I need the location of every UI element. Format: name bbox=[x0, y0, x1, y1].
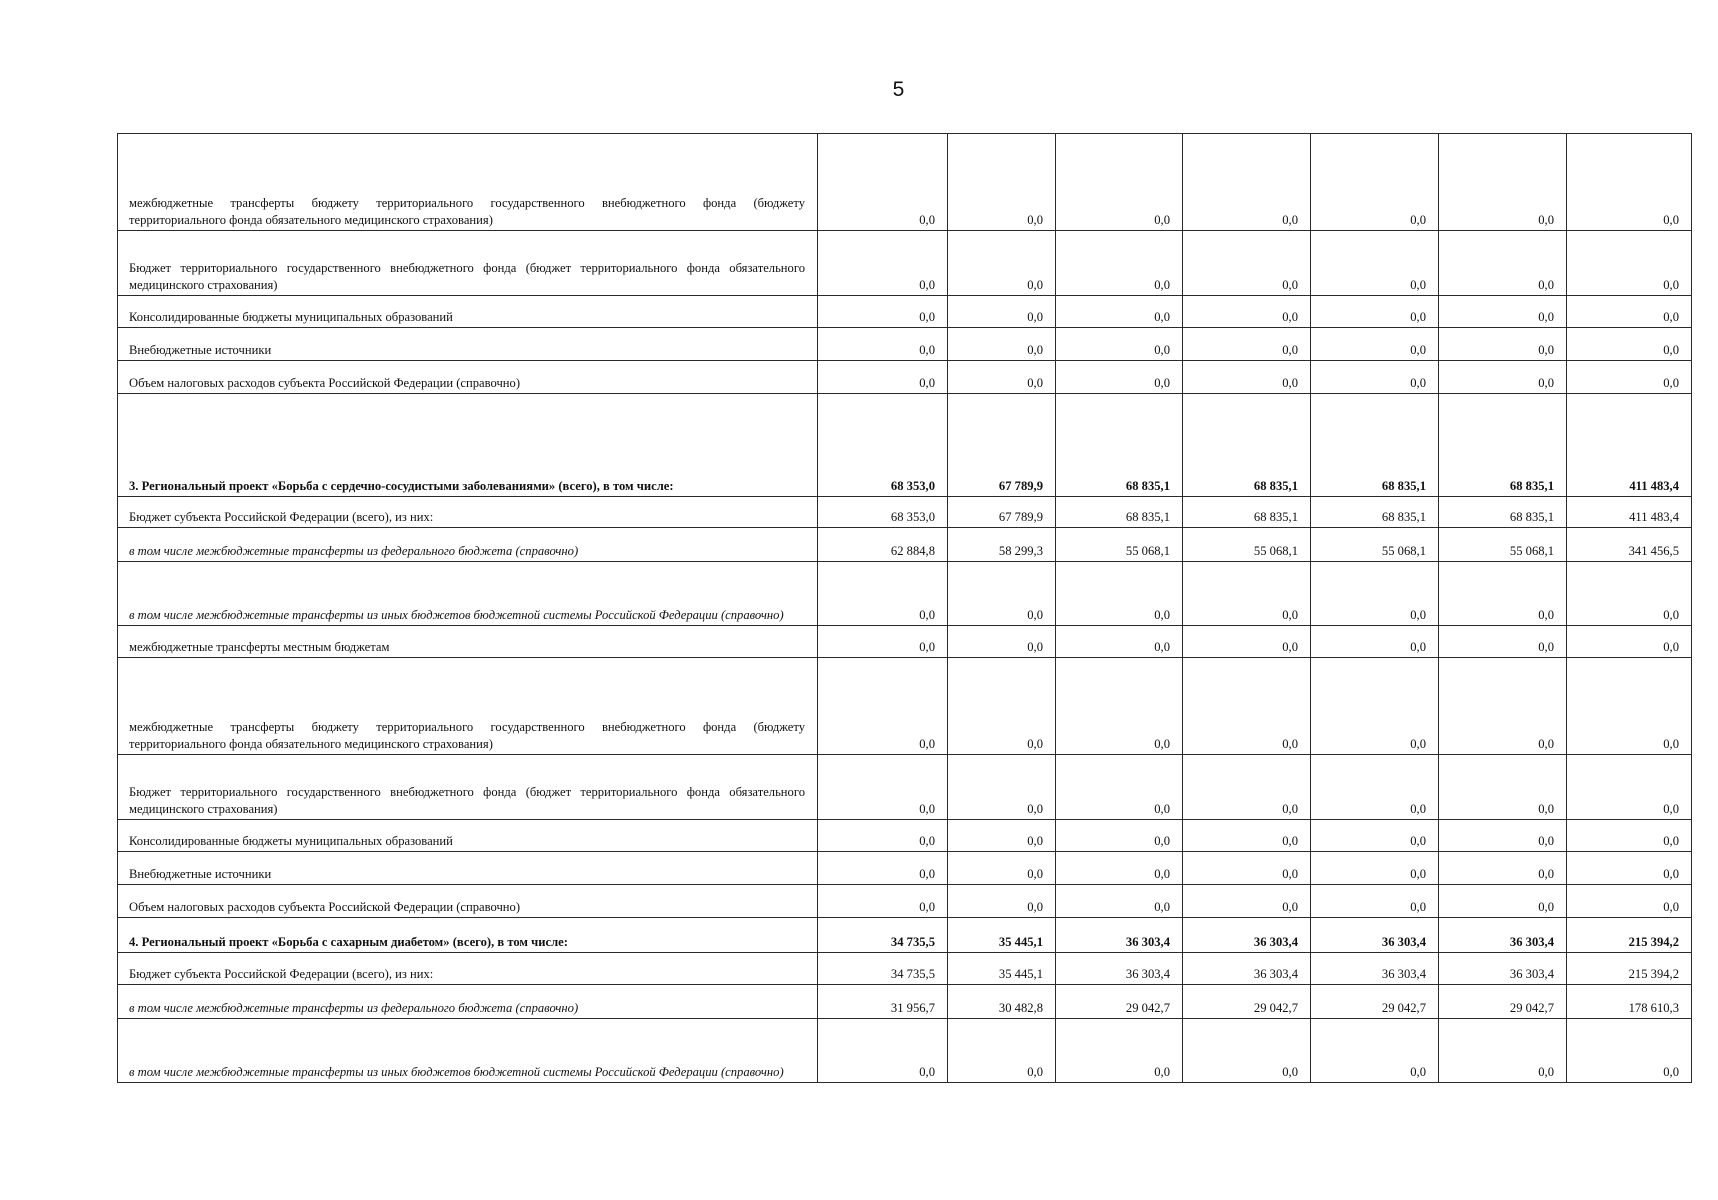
row-value: 0,0 bbox=[1183, 296, 1311, 328]
row-value: 68 353,0 bbox=[818, 497, 948, 528]
row-value: 67 789,9 bbox=[948, 497, 1056, 528]
row-value: 0,0 bbox=[1311, 658, 1439, 755]
row-label: Консолидированные бюджеты муниципальных образований bbox=[118, 296, 818, 328]
row-value: 55 068,1 bbox=[1183, 528, 1311, 562]
row-value: 36 303,4 bbox=[1183, 918, 1311, 953]
row-value: 0,0 bbox=[948, 885, 1056, 918]
row-value: 178 610,3 bbox=[1567, 985, 1692, 1019]
row-value: 0,0 bbox=[1567, 885, 1692, 918]
row-value: 34 735,5 bbox=[818, 918, 948, 953]
row-value: 0,0 bbox=[1056, 755, 1183, 820]
page-number: 5 bbox=[892, 78, 905, 101]
table-row bbox=[118, 1019, 1692, 1083]
row-value: 36 303,4 bbox=[1056, 918, 1183, 953]
row-value: 0,0 bbox=[1183, 885, 1311, 918]
row-value: 0,0 bbox=[1183, 134, 1311, 231]
row-value: 411 483,4 bbox=[1567, 394, 1692, 497]
row-value: 0,0 bbox=[1567, 134, 1692, 231]
row-value: 0,0 bbox=[1056, 361, 1183, 394]
row-value: 0,0 bbox=[1056, 1019, 1183, 1083]
row-value: 0,0 bbox=[1056, 820, 1183, 852]
row-value: 0,0 bbox=[948, 755, 1056, 820]
table-row bbox=[118, 134, 1692, 231]
row-value: 0,0 bbox=[1567, 562, 1692, 626]
row-value: 0,0 bbox=[1311, 361, 1439, 394]
row-value: 0,0 bbox=[1439, 852, 1567, 885]
row-value: 0,0 bbox=[1183, 820, 1311, 852]
table-body bbox=[118, 134, 1692, 1083]
row-value: 0,0 bbox=[818, 231, 948, 296]
row-value: 0,0 bbox=[818, 562, 948, 626]
row-label: в том числе межбюджетные трансферты из иных бюджетов бюджетной системы Российской Федерации (справочно) bbox=[118, 1019, 818, 1083]
row-value: 0,0 bbox=[948, 562, 1056, 626]
row-value: 29 042,7 bbox=[1311, 985, 1439, 1019]
row-value: 55 068,1 bbox=[1311, 528, 1439, 562]
row-value: 0,0 bbox=[1567, 626, 1692, 658]
row-value: 35 445,1 bbox=[948, 953, 1056, 985]
row-value: 0,0 bbox=[1567, 328, 1692, 361]
row-value: 0,0 bbox=[818, 134, 948, 231]
row-value: 0,0 bbox=[1311, 820, 1439, 852]
row-value: 62 884,8 bbox=[818, 528, 948, 562]
table-row bbox=[118, 626, 1692, 658]
row-value: 0,0 bbox=[948, 1019, 1056, 1083]
row-value: 68 835,1 bbox=[1056, 394, 1183, 497]
row-value: 36 303,4 bbox=[1056, 953, 1183, 985]
row-value: 0,0 bbox=[1567, 1019, 1692, 1083]
row-value: 35 445,1 bbox=[948, 918, 1056, 953]
table-row bbox=[118, 755, 1692, 820]
row-value: 0,0 bbox=[1311, 562, 1439, 626]
row-value: 0,0 bbox=[1311, 328, 1439, 361]
table-row bbox=[118, 918, 1692, 953]
table-row bbox=[118, 852, 1692, 885]
row-value: 55 068,1 bbox=[1439, 528, 1567, 562]
row-value: 0,0 bbox=[1439, 1019, 1567, 1083]
row-value: 341 456,5 bbox=[1567, 528, 1692, 562]
row-value: 0,0 bbox=[1567, 361, 1692, 394]
row-value: 0,0 bbox=[948, 852, 1056, 885]
row-label: Бюджет субъекта Российской Федерации (всего), из них: bbox=[118, 497, 818, 528]
row-value: 0,0 bbox=[948, 134, 1056, 231]
row-value: 0,0 bbox=[1311, 852, 1439, 885]
row-value: 0,0 bbox=[1056, 328, 1183, 361]
row-value: 0,0 bbox=[1183, 328, 1311, 361]
row-value: 30 482,8 bbox=[948, 985, 1056, 1019]
row-value: 68 835,1 bbox=[1183, 394, 1311, 497]
row-value: 68 835,1 bbox=[1439, 497, 1567, 528]
row-value: 0,0 bbox=[1183, 562, 1311, 626]
row-label: межбюджетные трансферты местным бюджетам bbox=[118, 626, 818, 658]
table-row bbox=[118, 562, 1692, 626]
row-label: в том числе межбюджетные трансферты из федерального бюджета (справочно) bbox=[118, 528, 818, 562]
row-value: 0,0 bbox=[1183, 755, 1311, 820]
row-value: 0,0 bbox=[818, 1019, 948, 1083]
row-value: 34 735,5 bbox=[818, 953, 948, 985]
row-value: 68 835,1 bbox=[1311, 394, 1439, 497]
row-value: 67 789,9 bbox=[948, 394, 1056, 497]
row-value: 411 483,4 bbox=[1567, 497, 1692, 528]
row-label: в том числе межбюджетные трансферты из федерального бюджета (справочно) bbox=[118, 985, 818, 1019]
row-value: 0,0 bbox=[818, 626, 948, 658]
row-value: 31 956,7 bbox=[818, 985, 948, 1019]
row-value: 0,0 bbox=[1439, 296, 1567, 328]
row-value: 0,0 bbox=[1567, 296, 1692, 328]
row-value: 0,0 bbox=[818, 328, 948, 361]
row-label: в том числе межбюджетные трансферты из иных бюджетов бюджетной системы Российской Федерации (справочно) bbox=[118, 562, 818, 626]
table-row bbox=[118, 361, 1692, 394]
row-label: Консолидированные бюджеты муниципальных образований bbox=[118, 820, 818, 852]
row-value: 0,0 bbox=[1567, 852, 1692, 885]
row-value: 0,0 bbox=[1183, 1019, 1311, 1083]
row-value: 0,0 bbox=[818, 755, 948, 820]
row-value: 0,0 bbox=[1056, 658, 1183, 755]
row-value: 0,0 bbox=[1183, 658, 1311, 755]
row-value: 0,0 bbox=[948, 361, 1056, 394]
row-label: Бюджет территориального государственного внебюджетного фонда (бюджет территориального фонда обязательного медицинского страхования) bbox=[118, 231, 818, 296]
row-value: 0,0 bbox=[1056, 626, 1183, 658]
budget-table bbox=[117, 133, 1692, 1083]
row-value: 36 303,4 bbox=[1311, 918, 1439, 953]
row-value: 0,0 bbox=[1439, 361, 1567, 394]
row-value: 0,0 bbox=[1056, 231, 1183, 296]
row-value: 0,0 bbox=[1439, 658, 1567, 755]
row-value: 0,0 bbox=[818, 658, 948, 755]
row-value: 0,0 bbox=[1439, 134, 1567, 231]
row-value: 0,0 bbox=[1311, 134, 1439, 231]
row-value: 0,0 bbox=[948, 626, 1056, 658]
row-value: 68 835,1 bbox=[1183, 497, 1311, 528]
row-label: 3. Региональный проект «Борьба с сердечно-сосудистыми заболеваниями» (всего), в том числе: bbox=[118, 394, 818, 497]
row-value: 36 303,4 bbox=[1183, 953, 1311, 985]
row-value: 0,0 bbox=[818, 820, 948, 852]
row-value: 58 299,3 bbox=[948, 528, 1056, 562]
row-value: 0,0 bbox=[1439, 328, 1567, 361]
row-value: 36 303,4 bbox=[1311, 953, 1439, 985]
row-value: 0,0 bbox=[1439, 755, 1567, 820]
row-value: 29 042,7 bbox=[1183, 985, 1311, 1019]
row-value: 0,0 bbox=[1311, 296, 1439, 328]
table-row bbox=[118, 296, 1692, 328]
row-value: 0,0 bbox=[1439, 562, 1567, 626]
row-value: 36 303,4 bbox=[1439, 918, 1567, 953]
row-value: 29 042,7 bbox=[1439, 985, 1567, 1019]
row-value: 0,0 bbox=[948, 296, 1056, 328]
row-value: 0,0 bbox=[1183, 852, 1311, 885]
row-value: 0,0 bbox=[1439, 820, 1567, 852]
row-value: 0,0 bbox=[1567, 231, 1692, 296]
row-value: 0,0 bbox=[948, 658, 1056, 755]
row-value: 0,0 bbox=[1056, 885, 1183, 918]
table-row bbox=[118, 658, 1692, 755]
row-value: 0,0 bbox=[818, 885, 948, 918]
row-label: Объем налоговых расходов субъекта Российской Федерации (справочно) bbox=[118, 885, 818, 918]
row-label: межбюджетные трансферты бюджету территориального государственного внебюджетного фонда (бюджету территориального фонда обязательного медицинского страхования) bbox=[118, 134, 818, 231]
row-value: 215 394,2 bbox=[1567, 953, 1692, 985]
row-value: 0,0 bbox=[1056, 852, 1183, 885]
table-row bbox=[118, 497, 1692, 528]
row-label: межбюджетные трансферты бюджету территориального государственного внебюджетного фонда (бюджету территориального фонда обязательного медицинского страхования) bbox=[118, 658, 818, 755]
row-value: 215 394,2 bbox=[1567, 918, 1692, 953]
row-value: 0,0 bbox=[1439, 626, 1567, 658]
row-label: Бюджет территориального государственного внебюджетного фонда (бюджет территориального фонда обязательного медицинского страхования) bbox=[118, 755, 818, 820]
table-row bbox=[118, 231, 1692, 296]
row-value: 0,0 bbox=[1056, 296, 1183, 328]
row-label: Внебюджетные источники bbox=[118, 328, 818, 361]
row-value: 0,0 bbox=[1183, 361, 1311, 394]
row-value: 68 835,1 bbox=[1311, 497, 1439, 528]
row-value: 0,0 bbox=[1056, 562, 1183, 626]
row-value: 0,0 bbox=[948, 231, 1056, 296]
row-value: 0,0 bbox=[1311, 626, 1439, 658]
table-row bbox=[118, 528, 1692, 562]
row-value: 0,0 bbox=[1183, 231, 1311, 296]
table-row bbox=[118, 328, 1692, 361]
row-value: 68 353,0 bbox=[818, 394, 948, 497]
row-value: 68 835,1 bbox=[1439, 394, 1567, 497]
row-value: 0,0 bbox=[948, 820, 1056, 852]
row-value: 0,0 bbox=[1311, 885, 1439, 918]
table-row bbox=[118, 820, 1692, 852]
row-value: 0,0 bbox=[1567, 755, 1692, 820]
table-row bbox=[118, 394, 1692, 497]
table-row bbox=[118, 953, 1692, 985]
row-value: 55 068,1 bbox=[1056, 528, 1183, 562]
row-value: 0,0 bbox=[818, 852, 948, 885]
table-row bbox=[118, 885, 1692, 918]
row-value: 68 835,1 bbox=[1056, 497, 1183, 528]
row-value: 0,0 bbox=[818, 361, 948, 394]
table-row bbox=[118, 985, 1692, 1019]
row-label: Объем налоговых расходов субъекта Российской Федерации (справочно) bbox=[118, 361, 818, 394]
row-value: 29 042,7 bbox=[1056, 985, 1183, 1019]
row-value: 0,0 bbox=[1567, 658, 1692, 755]
row-label: 4. Региональный проект «Борьба с сахарным диабетом» (всего), в том числе: bbox=[118, 918, 818, 953]
row-label: Бюджет субъекта Российской Федерации (всего), из них: bbox=[118, 953, 818, 985]
row-value: 0,0 bbox=[1311, 755, 1439, 820]
row-value: 0,0 bbox=[818, 296, 948, 328]
row-value: 0,0 bbox=[1311, 231, 1439, 296]
row-value: 0,0 bbox=[948, 328, 1056, 361]
row-value: 36 303,4 bbox=[1439, 953, 1567, 985]
row-label: Внебюджетные источники bbox=[118, 852, 818, 885]
row-value: 0,0 bbox=[1056, 134, 1183, 231]
row-value: 0,0 bbox=[1567, 820, 1692, 852]
row-value: 0,0 bbox=[1439, 885, 1567, 918]
row-value: 0,0 bbox=[1311, 1019, 1439, 1083]
row-value: 0,0 bbox=[1439, 231, 1567, 296]
row-value: 0,0 bbox=[1183, 626, 1311, 658]
